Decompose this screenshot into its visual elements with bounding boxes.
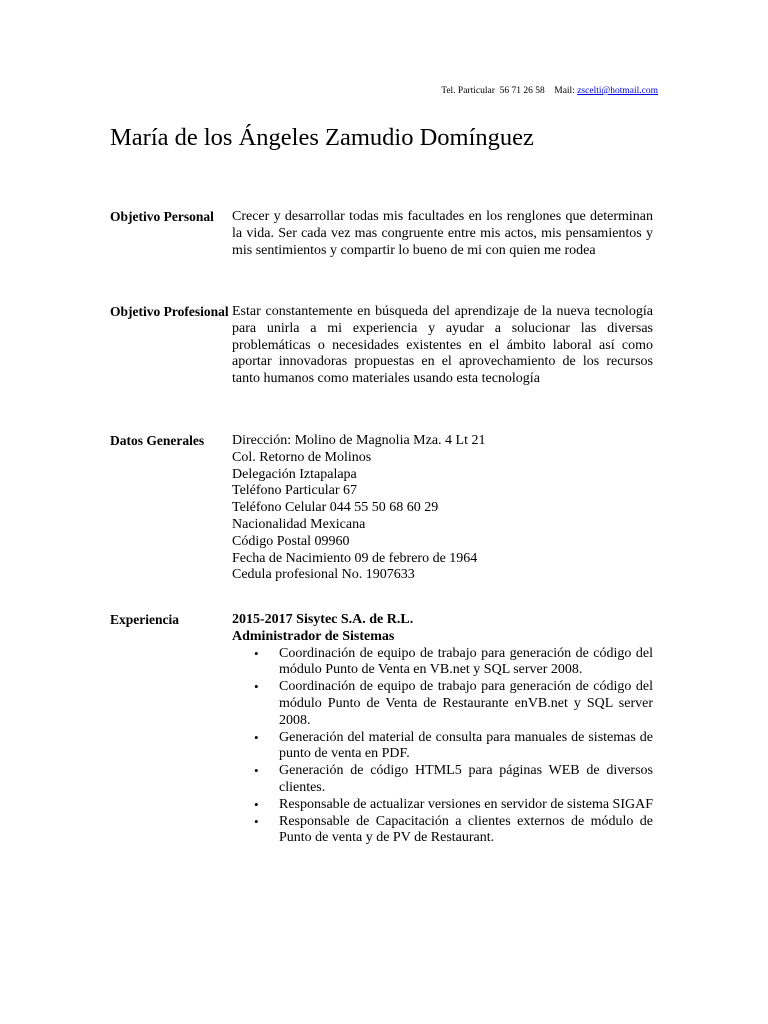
datos-telefono-particular: Teléfono Particular 67 [232, 483, 357, 499]
phone-number: 56 71 26 58 [499, 86, 545, 96]
bullet-icon: • [254, 679, 259, 695]
list-item-text: Responsable de Capacitación a clientes externos de módulo de Punto de venta y de PV de Restaurant. [279, 813, 653, 846]
experiencia-content [232, 612, 653, 847]
section-objetivo-profesional [110, 304, 653, 409]
section-label-objetivo-personal: Objetivo Personal [110, 209, 214, 224]
bullet-icon: • [254, 796, 259, 812]
phone-label: Tel. Particular [441, 86, 495, 96]
email-link[interactable]: zscelti@hotmail.com [577, 86, 658, 96]
datos-delegacion: Delegación Iztapalapa [232, 466, 357, 482]
list-item-text: Coordinación de equipo de trabajo para generación de código del módulo Punto de Venta en VB.net y SQL server 2008. [279, 645, 653, 678]
datos-telefono-celular: Teléfono Celular 044 55 50 68 60 29 [232, 500, 439, 516]
list-item-text: Generación de código HTML5 para páginas WEB de diversos clientes. [279, 763, 653, 795]
list-item-text: Generación del material de consulta para manuales de sistemas de punto de venta en PDF. [279, 729, 653, 762]
datos-generales-list [232, 433, 653, 584]
bullet-icon: • [254, 763, 259, 779]
section-objetivo-personal [110, 209, 653, 279]
experiencia-bullet-list [232, 646, 653, 848]
list-item [232, 679, 653, 729]
datos-address: Dirección: Molino de Magnolia Mza. 4 Lt 21 [232, 433, 486, 448]
section-experiencia [110, 612, 653, 892]
list-item [232, 730, 653, 764]
objetivo-personal-text: Crecer y desarrollar todas mis facultades en los renglones que determinan la vida. Ser cada vez mas congruente entre mis actos, mis pensamientos y mis sentimientos y compartir lo bueno de mi con quien me rodea [232, 209, 653, 258]
list-item [232, 797, 653, 814]
experiencia-company: 2015-2017 Sisytec S.A. de R.L. [232, 612, 414, 627]
datos-colonia: Col. Retorno de Molinos [232, 449, 372, 465]
bullet-icon: • [254, 729, 259, 745]
list-item [232, 763, 653, 797]
person-name: María de los Ángeles Zamudio Domínguez [110, 124, 534, 151]
section-datos-generales [110, 433, 653, 588]
objetivo-profesional-text: Estar constantemente en búsqueda del aprendizaje de la nueva tecnología para unirla a mi experiencia y ayudar a solucionar las diversas problemáticas o necesidades existentes en el ámbito laboral así como aportar innovadoras propuestas en el aprovechamiento de los recursos tanto humanos como materiales usando esta tecnología [232, 304, 653, 387]
datos-codigo-postal: Código Postal 09960 [232, 533, 350, 549]
bullet-icon: • [254, 813, 259, 829]
contact-line [441, 86, 658, 96]
section-label-datos-generales: Datos Generales [110, 433, 205, 448]
datos-nacionalidad: Nacionalidad Mexicana [232, 516, 366, 532]
bullet-icon: • [254, 645, 259, 661]
section-label-experiencia: Experiencia [110, 612, 179, 627]
section-label-objetivo-profesional: Objetivo Profesional [110, 304, 229, 319]
list-item-text: Responsable de actualizar versiones en servidor de sistema SIGAF [279, 796, 654, 812]
datos-fecha-nacimiento: Fecha de Nacimiento 09 de febrero de 1964 [232, 550, 478, 566]
experiencia-role: Administrador de Sistemas [232, 628, 395, 644]
list-item-text: Coordinación de equipo de trabajo para generación de código del módulo Punto de Venta de Restaurante enVB.net y SQL server 2008. [279, 679, 653, 728]
mail-label: Mail: [554, 86, 575, 96]
datos-cedula: Cedula profesional No. 1907633 [232, 567, 415, 583]
list-item [232, 814, 653, 848]
list-item [232, 646, 653, 680]
